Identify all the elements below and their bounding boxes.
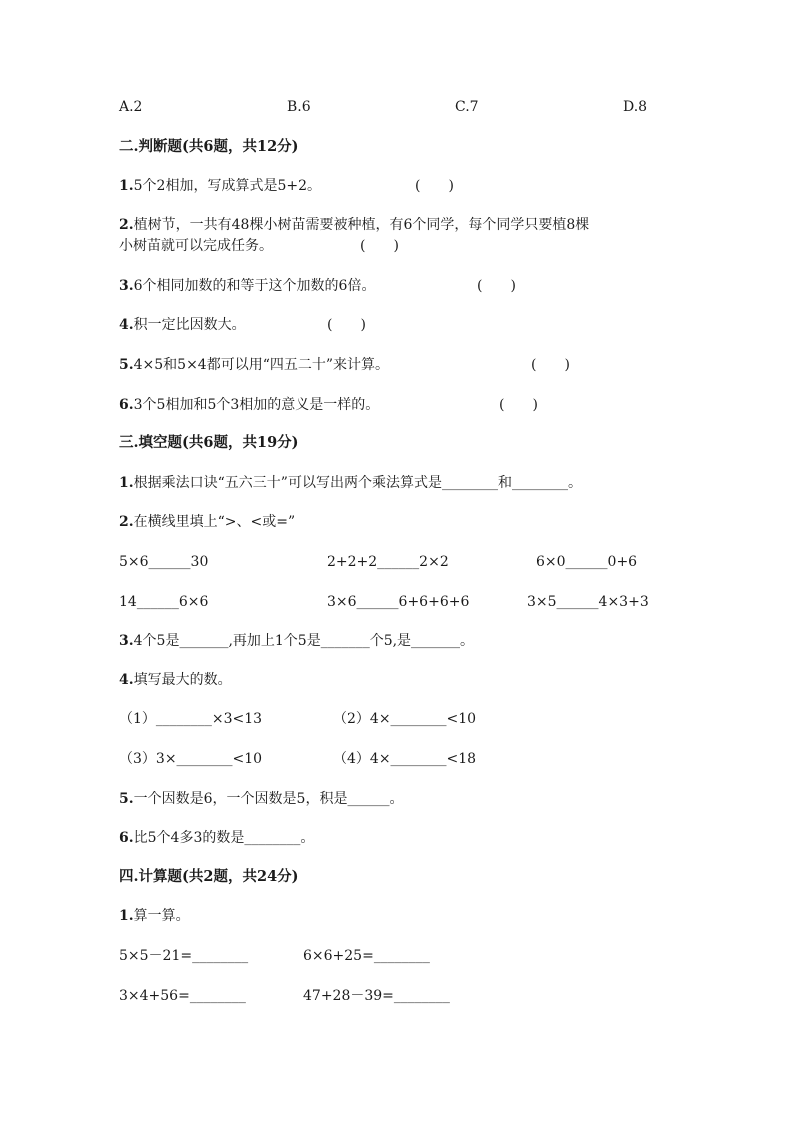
item-text: 在横线里填上“>、<或=”: [133, 514, 296, 530]
item-number: 4.: [119, 672, 134, 688]
inequality-expression: （2）4×________<10: [333, 711, 477, 727]
judgment-item-2: [119, 215, 589, 235]
section-title-fill-blank: 三.填空题(共6题，共19分): [119, 434, 299, 451]
inequality-expression: （4）4×________<18: [333, 751, 477, 767]
item-number: 5.: [119, 357, 134, 373]
item-number: 1.: [119, 908, 134, 924]
answer-paren[interactable]: ( ): [327, 317, 366, 333]
judgment-item-2-cont: 小树苗就可以完成任务。: [119, 238, 273, 254]
item-number: 4.: [119, 317, 134, 333]
fill-item-6: [119, 828, 314, 848]
choice-d: D.8: [623, 99, 648, 115]
item-number: 3.: [119, 278, 134, 294]
section-title-calculation: 四.计算题(共2题，共24分): [119, 868, 299, 885]
item-number: 1.: [119, 475, 134, 491]
item-number: 1.: [119, 178, 134, 194]
compare-expression: 5×6______30: [119, 554, 209, 570]
answer-paren[interactable]: ( ): [415, 178, 454, 194]
item-number: 6.: [119, 397, 134, 413]
judgment-item-4: [119, 315, 246, 335]
calc-expression: 3×4+56=________: [119, 988, 246, 1004]
fill-item-4: [119, 670, 232, 690]
compare-expression: 6×0______0+6: [536, 554, 638, 570]
item-text: 4个5是_______,再加上1个5是_______个5,是_______。: [133, 633, 475, 649]
item-number: 3.: [119, 633, 134, 649]
calc-expression: 6×6+25=________: [303, 948, 430, 964]
answer-paren[interactable]: ( ): [360, 238, 399, 254]
compare-expression: 3×5______4×3+3: [527, 594, 649, 610]
judgment-item-3: [119, 276, 375, 296]
item-number: 5.: [119, 791, 134, 807]
item-text: 根据乘法口诀“五六三十”可以写出两个乘法算式是________和________。: [133, 475, 582, 491]
answer-paren[interactable]: ( ): [499, 397, 538, 413]
inequality-expression: （1）________×3<13: [119, 711, 263, 727]
item-text: 积一定比因数大。: [133, 317, 246, 333]
choice-b: B.6: [287, 99, 311, 115]
item-text: 算一算。: [133, 908, 190, 924]
calc-expression: 47+28－39=________: [303, 988, 450, 1004]
judgment-item-6: [119, 395, 379, 415]
judgment-item-1: [119, 176, 321, 196]
item-number: 2.: [119, 514, 134, 530]
compare-expression: 3×6______6+6+6+6: [327, 594, 470, 610]
compare-expression: 14______6×6: [119, 594, 209, 610]
item-number: 2.: [119, 217, 134, 233]
item-text: 植树节，一共有48棵小树苗需要被种植，有6个同学，每个同学只要植8棵: [133, 217, 590, 233]
answer-paren[interactable]: ( ): [477, 278, 516, 294]
calc-expression: 5×5－21=________: [119, 948, 249, 964]
fill-item-5: [119, 789, 403, 809]
fill-item-3: [119, 631, 474, 651]
compare-expression: 2+2+2______2×2: [327, 554, 449, 570]
item-text: 3个5相加和5个3相加的意义是一样的。: [133, 397, 380, 413]
inequality-expression: （3）3×________<10: [119, 751, 263, 767]
section-title-judgment: 二.判断题(共6题，共12分): [119, 138, 299, 155]
item-text: 比5个4多3的数是________。: [133, 830, 315, 846]
calc-item-1: [119, 906, 190, 926]
answer-paren[interactable]: ( ): [531, 357, 570, 373]
item-text: 6个相同加数的和等于这个加数的6倍。: [133, 278, 376, 294]
item-text: 4×5和5×4都可以用“四五二十”来计算。: [133, 357, 390, 373]
judgment-item-5: [119, 355, 389, 375]
choice-a: A.2: [119, 99, 143, 115]
item-text: 一个因数是6，一个因数是5，积是______。: [133, 791, 404, 807]
item-text: 填写最大的数。: [133, 672, 232, 688]
item-number: 6.: [119, 830, 134, 846]
item-text: 5个2相加，写成算式是5+2。: [133, 178, 321, 194]
fill-item-1: [119, 473, 582, 493]
choice-c: C.7: [455, 99, 479, 115]
fill-item-2: [119, 512, 295, 532]
